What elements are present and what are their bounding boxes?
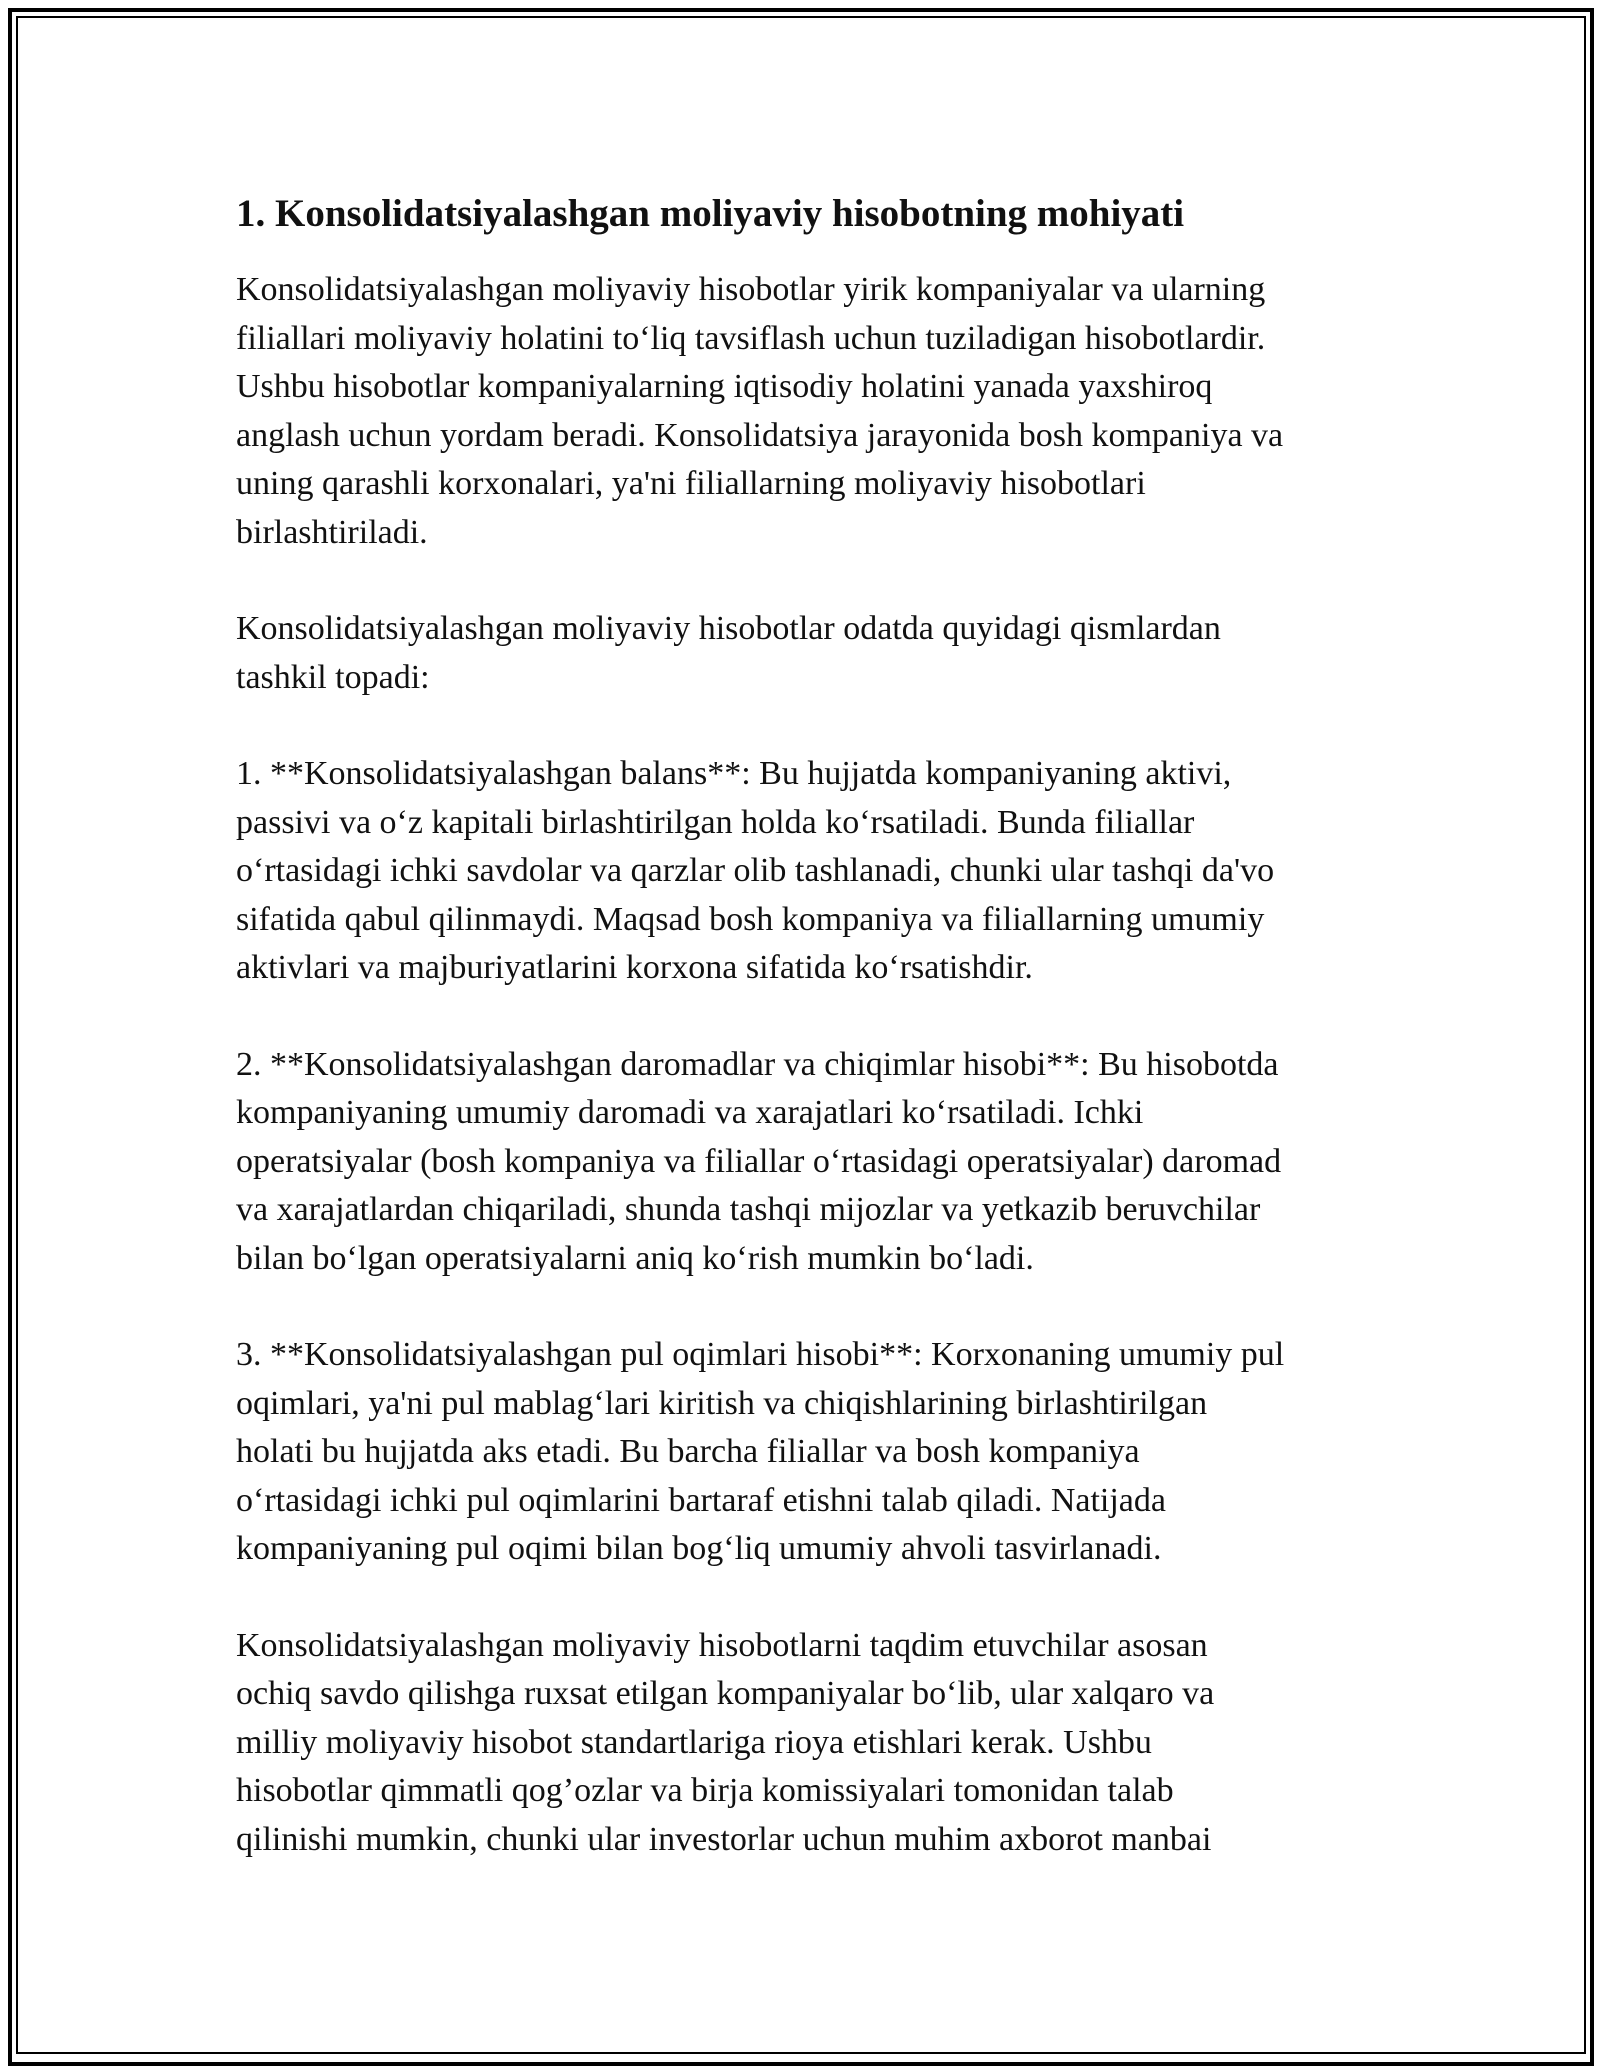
text-line: va xarajatlardan chiqariladi, shunda tashqi mijozlar va yetkazib beruvchilar	[236, 1191, 1261, 1228]
text-line: sifatida qabul qilinmaydi. Maqsad bosh kompaniya va filiallarning umumiy	[236, 900, 1265, 938]
text-line: hisobotlar qimmatli qog’ozlar va birja komissiyalari tomonidan talab	[236, 1772, 1174, 1809]
text-line: uning qarashli korxonalari, ya'ni filiallarning moliyaviy hisobotlari	[236, 465, 1146, 502]
section-title: 1. Konsolidatsiyalashgan moliyaviy hisobotning mohiyati	[236, 192, 1185, 235]
text-line: Konsolidatsiyalashgan moliyaviy hisobotlar odatda quyidagi qismlardan	[236, 610, 1221, 647]
text-line: Konsolidatsiyalashgan moliyaviy hisobotlar yirik kompaniyalar va ularning	[236, 271, 1266, 308]
paragraph-balance-sheet	[236, 750, 1386, 993]
text-line: ochiq savdo qilishga ruxsat etilgan kompaniyalar bo‘lib, ular xalqaro va	[236, 1675, 1215, 1712]
text-line: 1. **Konsolidatsiyalashgan balans**: Bu hujjatda kompaniyaning aktivi,	[236, 755, 1232, 792]
text-line: birlashtiriladi.	[236, 513, 428, 551]
text-line: filiallari moliyaviy holatini to‘liq tavsiflash uchun tuziladigan hisobotlardir.	[236, 319, 1266, 357]
text-line: milliy moliyaviy hisobot standartlariga rioya etishlari kerak. Ushbu	[236, 1723, 1152, 1761]
text-line: kompaniyaning pul oqimi bilan bog‘liq umumiy ahvoli tasvirlanadi.	[236, 1530, 1162, 1567]
text-line: passivi va o‘z kapitali birlashtirilgan holda ko‘rsatiladi. Bunda filiallar	[236, 803, 1195, 841]
paragraph-preparers	[236, 1622, 1386, 1865]
document-body	[236, 184, 1386, 1864]
text-line: Konsolidatsiyalashgan moliyaviy hisobotlarni taqdim etuvchilar asosan	[236, 1626, 1208, 1664]
text-line: o‘rtasidagi ichki savdolar va qarzlar olib tashlanadi, chunki ular tashqi da'vo	[236, 852, 1275, 889]
paragraph-cash-flow	[236, 1331, 1386, 1574]
text-line: aktivlari va majburiyatlarini korxona sifatida ko‘rsatishdir.	[236, 949, 1033, 986]
text-line: qilinishi mumkin, chunki ular investorlar uchun muhim axborot manbai	[236, 1820, 1212, 1858]
text-line: bilan bo‘lgan operatsiyalarni aniq ko‘rish mumkin bo‘ladi.	[236, 1239, 1034, 1277]
paragraph-income-statement	[236, 1041, 1386, 1284]
paragraph-intro	[236, 266, 1386, 557]
text-line: 3. **Konsolidatsiyalashgan pul oqimlari hisobi**: Korxonaning umumiy pul	[236, 1336, 1285, 1373]
text-line: tashkil topadi:	[236, 658, 430, 696]
text-line: 2. **Konsolidatsiyalashgan daromadlar va chiqimlar hisobi**: Bu hisobotda	[236, 1045, 1279, 1083]
text-line: operatsiyalar (bosh kompaniya va filiallar o‘rtasidagi operatsiyalar) daromad	[236, 1142, 1282, 1180]
paragraph-components-intro	[236, 605, 1386, 702]
text-line: anglash uchun yordam beradi. Konsolidatsiya jarayonida bosh kompaniya va	[236, 416, 1284, 454]
text-line: Ushbu hisobotlar kompaniyalarning iqtisodiy holatini yanada yaxshiroq	[236, 368, 1213, 405]
text-line: holati bu hujjatda aks etadi. Bu barcha filiallar va bosh kompaniya	[236, 1433, 1140, 1470]
text-line: o‘rtasidagi ichki pul oqimlarini bartaraf etishni talab qiladi. Natijada	[236, 1481, 1166, 1519]
text-line: kompaniyaning umumiy daromadi va xarajatlari ko‘rsatiladi. Ichki	[236, 1094, 1144, 1131]
text-line: oqimlari, ya'ni pul mablag‘lari kiritish va chiqishlarining birlashtirilgan	[236, 1384, 1208, 1422]
